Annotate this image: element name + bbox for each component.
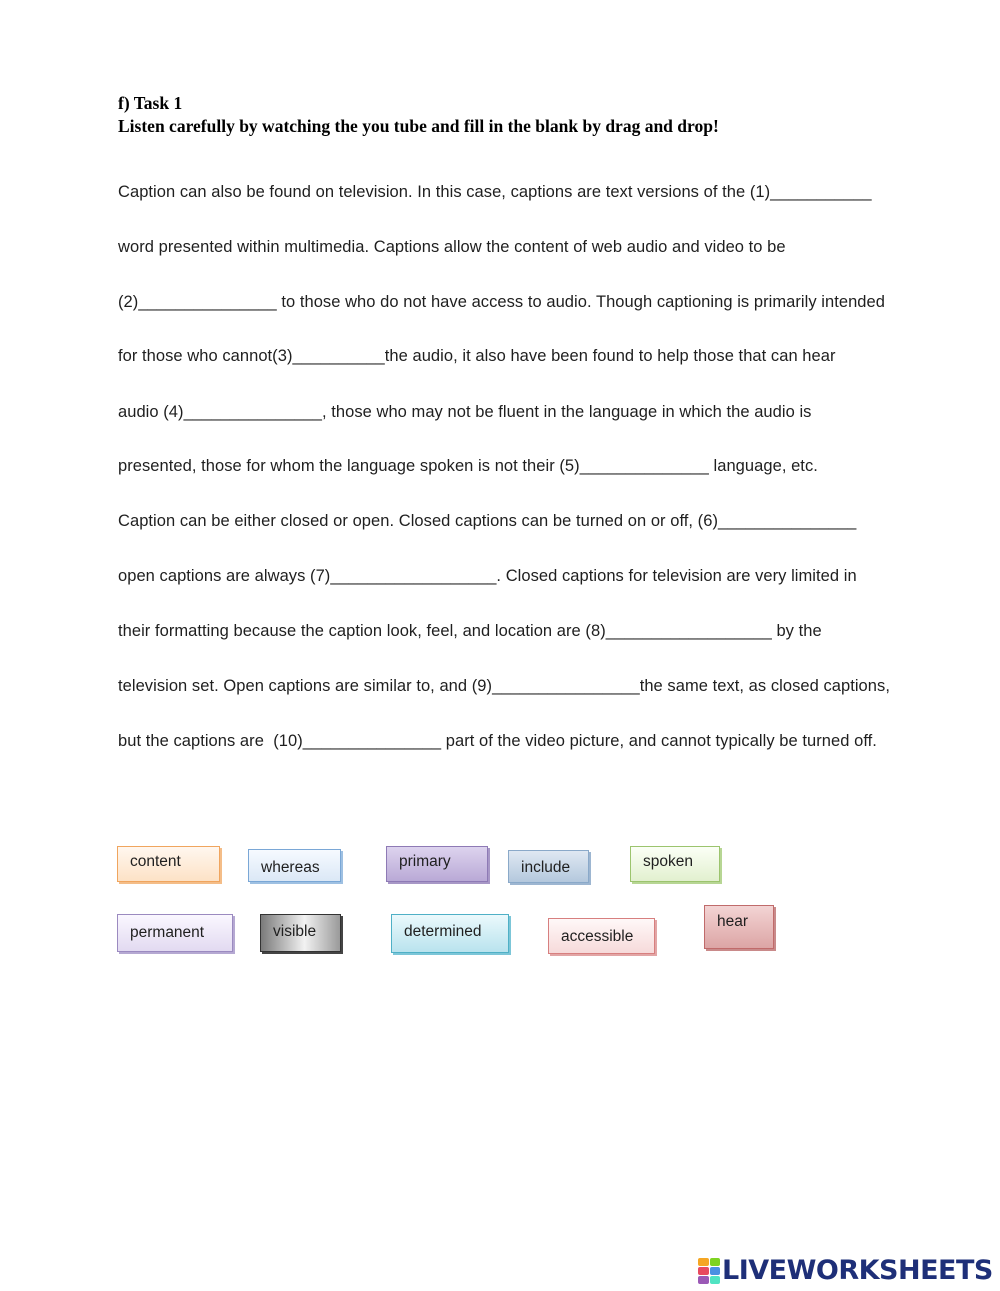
task-instruction: Listen carefully by watching the you tube and fill in the blank by drag and drop!	[118, 116, 719, 136]
passage-line-4: for those who cannot(3)__________the audio, it also have been found to help those that can hear	[118, 347, 836, 365]
liveworksheets-logo-text: LIVEWORKSHEETS	[722, 1255, 993, 1286]
word-chip-include[interactable]: include	[508, 850, 589, 883]
passage-line-8: open captions are always (7)__________________. Closed captions for television are very limited in	[118, 567, 857, 585]
passage-line-3: (2)_______________ to those who do not have access to audio. Though captioning is primarily intended	[118, 293, 885, 311]
word-chip-accessible[interactable]: accessible	[548, 918, 655, 954]
passage-line-9: their formatting because the caption look, feel, and location are (8)__________________ by the	[118, 622, 822, 640]
passage-line-11: but the captions are (10)_______________ part of the video picture, and cannot typically be turned off.	[118, 732, 877, 750]
liveworksheets-logo-icon	[698, 1258, 720, 1284]
word-chip-primary[interactable]: primary	[386, 846, 488, 882]
passage-line-10: television set. Open captions are similar to, and (9)________________the same text, as closed captions,	[118, 677, 890, 695]
word-chip-hear[interactable]: hear	[704, 905, 774, 949]
word-chip-content[interactable]: content	[117, 846, 220, 882]
passage-line-7: Caption can be either closed or open. Closed captions can be turned on or off, (6)_______________	[118, 512, 857, 530]
word-chip-visible[interactable]: visible	[260, 914, 341, 952]
liveworksheets-logo	[698, 1257, 993, 1285]
word-chip-whereas[interactable]: whereas	[248, 849, 341, 882]
passage-line-6: presented, those for whom the language spoken is not their (5)______________ language, etc.	[118, 457, 818, 475]
word-chip-permanent[interactable]: permanent	[117, 914, 233, 952]
passage-line-5: audio (4)_______________, those who may not be fluent in the language in which the audio is	[118, 403, 812, 421]
word-chip-determined[interactable]: determined	[391, 914, 509, 953]
passage-line-2: word presented within multimedia. Captions allow the content of web audio and video to be	[118, 238, 786, 256]
task-label: f) Task 1	[118, 93, 183, 113]
passage-line-1: Caption can also be found on television. In this case, captions are text versions of the (1)___________	[118, 183, 872, 201]
word-chip-spoken[interactable]: spoken	[630, 846, 720, 882]
